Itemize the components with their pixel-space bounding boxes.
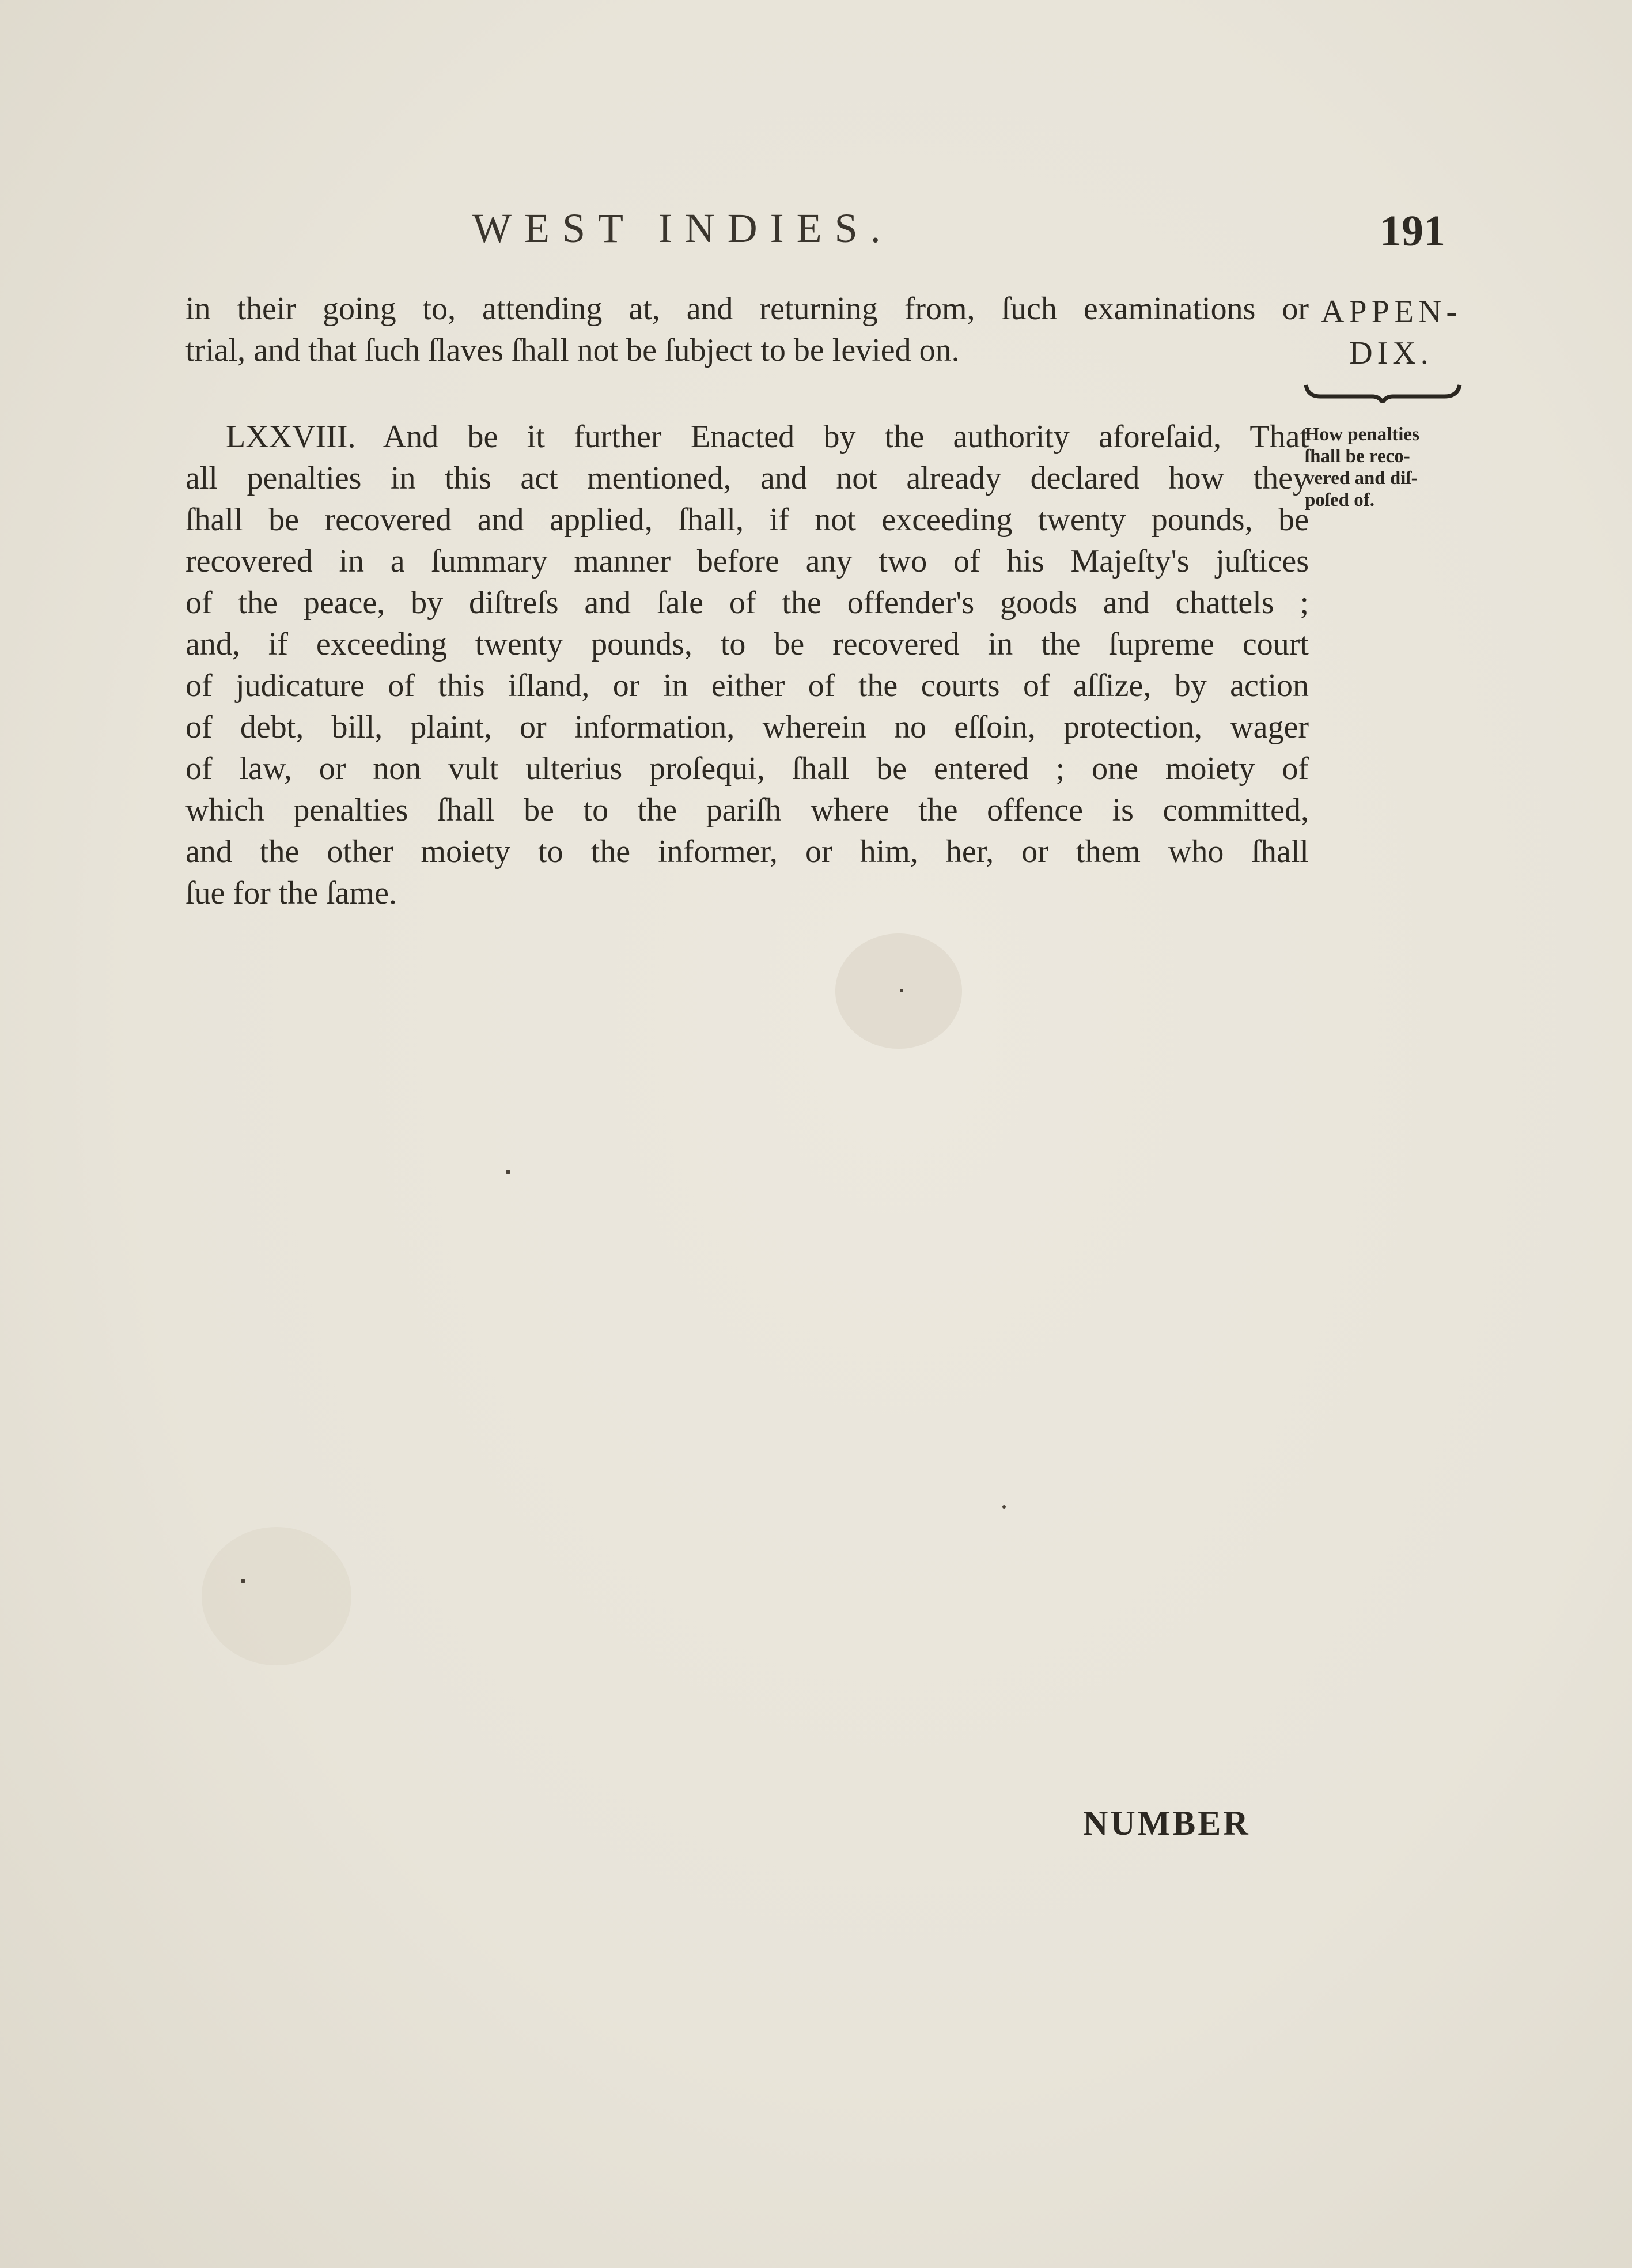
text-line: which penalties ſhall be to the pariſh where the offence is committed, [185,792,1309,828]
margin-note-line: vered and diſ- [1305,468,1418,489]
paper-stain [202,1527,351,1665]
text-line: LXXVIII. And be it further Enacted by the authority aforeſaid, That [226,419,1309,455]
text-line: ſhall be recovered and applied, ſhall, if not exceeding twenty pounds, be [185,502,1309,538]
text-line: and, if exceeding twenty pounds, to be recovered in the ſupreme court [185,626,1309,662]
paper-speck [241,1579,245,1583]
text-line: of law, or non vult ulterius proſequi, ſhall be entered ; one moiety of [185,751,1309,787]
text-line: recovered in a ſummary manner before any two of his Majeſty's juſtices [185,543,1309,579]
text-line: of judicature of this iſland, or in either of the courts of aſſize, by action [185,668,1309,704]
text-line: ſue for the ſame. [185,875,397,911]
margin-note-line: ſhall be reco- [1305,446,1410,467]
section-lxxviii-paragraph [185,416,1309,914]
text-line: trial, and that ſuch ſlaves ſhall not be ſubject to be levied on. [185,332,960,368]
margin-note-line: poſed of. [1305,490,1375,511]
appendix-line: DIX. [1349,335,1433,371]
continuation-paragraph [185,288,1309,371]
text-line: of the peace, by diſtreſs and ſale of the offender's goods and chattels ; [185,585,1309,621]
text-line: of debt, bill, plaint, or information, wherein no eſſoin, protection, wager [185,709,1309,745]
paper-speck [900,989,903,992]
running-title: WEST INDIES. [472,205,893,251]
text-line: and the other moiety to the informer, or him, her, or them who ſhall [185,834,1309,870]
appendix-line: APPEN- [1320,294,1462,330]
appendix-marker [1305,291,1478,374]
paper-speck [1002,1505,1006,1509]
curly-brace-icon [1303,380,1464,403]
margin-note-line: How penalties [1305,424,1419,445]
page-number: 191 [1380,207,1445,255]
margin-note [1305,424,1489,511]
paper-speck [506,1170,510,1174]
paper-stain [835,933,962,1049]
catchword: NUMBER [1083,1804,1251,1842]
text-line: all penalties in this act mentioned, and not already declared how they [185,460,1309,496]
text-line: in their going to, attending at, and returning from, ſuch examinations or [185,291,1309,327]
